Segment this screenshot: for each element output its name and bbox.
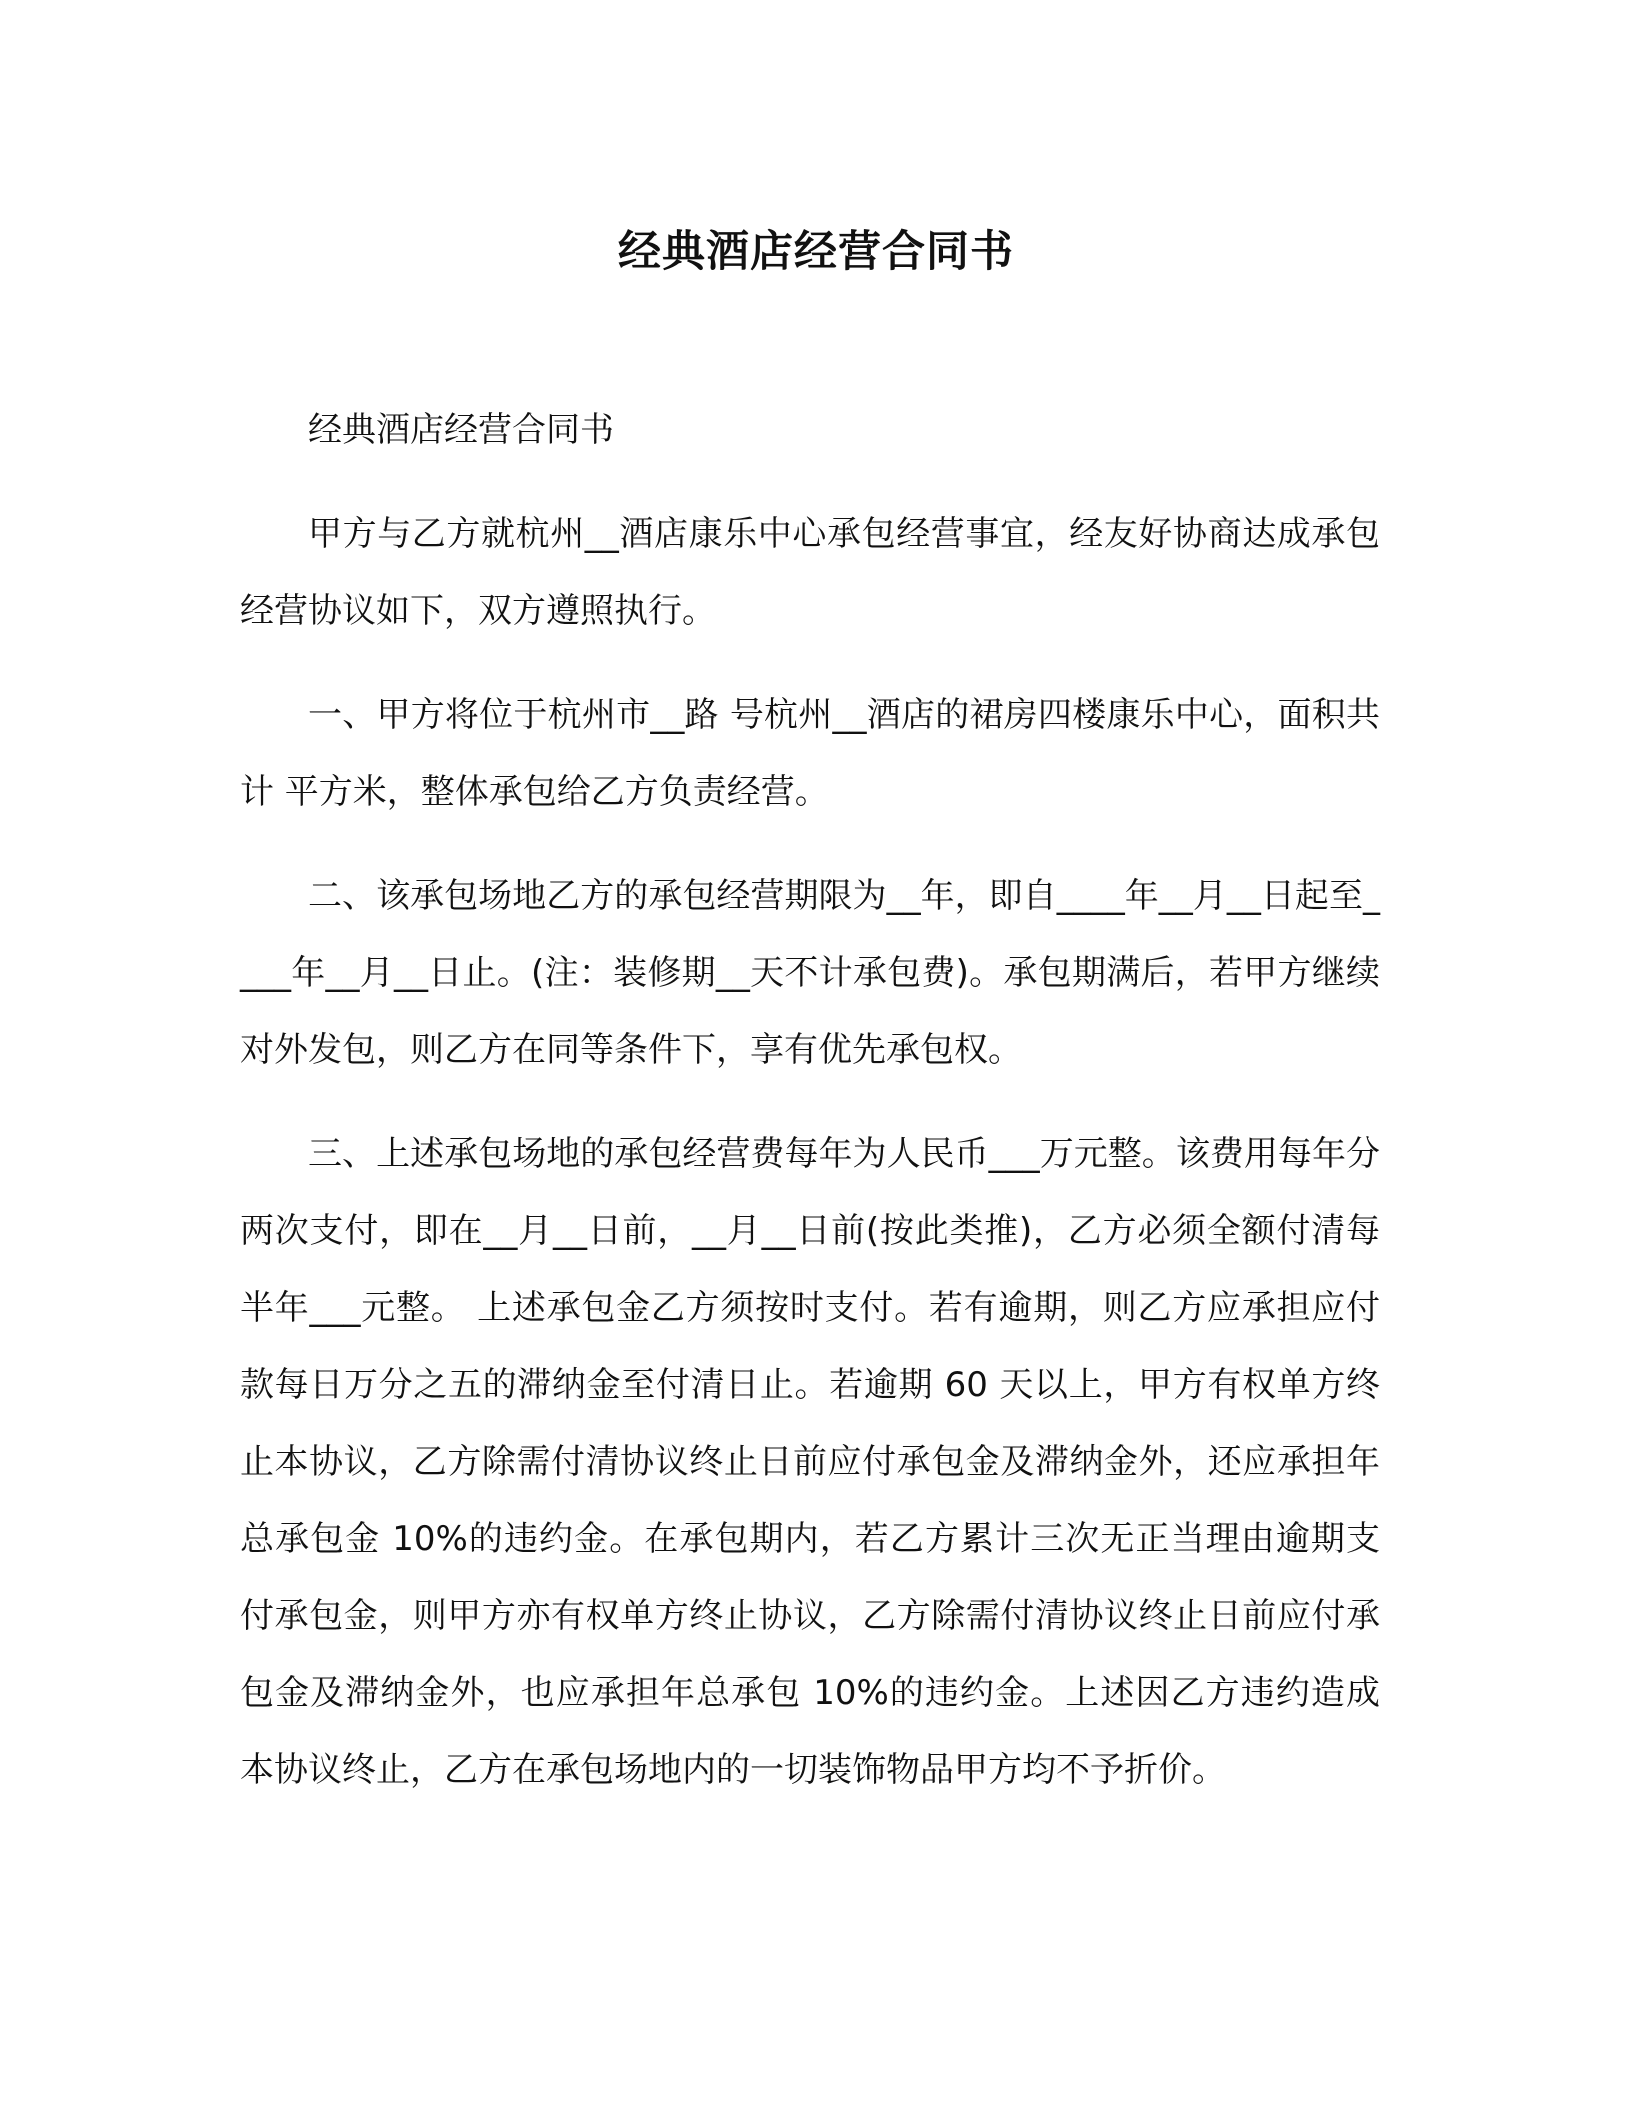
paragraph-clause-2: 二、该承包场地乙方的承包经营期限为__年，即自____年__月__日起至____年__月__日止。(注：装修期__天不计承包费)。承包期满后，若甲方继续对外发包，则乙方在同等条件下，享有优先承包权。 xyxy=(240,876,1380,1070)
document-body xyxy=(240,392,1380,1836)
document-title: 经典酒店经营合同书 xyxy=(618,227,1014,277)
document-subtitle: 经典酒店经营合同书 xyxy=(308,410,614,450)
paragraph-intro: 甲方与乙方就杭州__酒店康乐中心承包经营事宜，经友好协商达成承包经营协议如下，双方遵照执行。 xyxy=(240,514,1380,631)
paragraph-clause-3: 三、上述承包场地的承包经营费每年为人民币___万元整。该费用每年分两次支付，即在__月__日前，__月__日前(按此类推)，乙方必须全额付清每半年___元整。 上述承包金乙方须按时支付。若有逾期，则乙方应承担应付款每日万分之五的滞纳金至付清日止。若逾期 60 天以上，甲方有权单方终止本协议，乙方除需付清协议终止日前应付承包金及滞纳金外，还应承担年总承包金 10%的违约金。在承包期内，若乙方累计三次无正当理由逾期支付承包金，则甲方亦有权单方终止协议，乙方除需付清协议终止日前应付承包金及滞纳金外，也应承担年总承包 10%的违约金。上述因乙方违约造成本协议终止，乙方在承包场地内的一切装饰物品甲方均不予折价。 xyxy=(240,1134,1380,1790)
paragraph-clause-1: 一、甲方将位于杭州市__路 号杭州__酒店的裙房四楼康乐中心，面积共计 平方米，整体承包给乙方负责经营。 xyxy=(240,695,1380,812)
